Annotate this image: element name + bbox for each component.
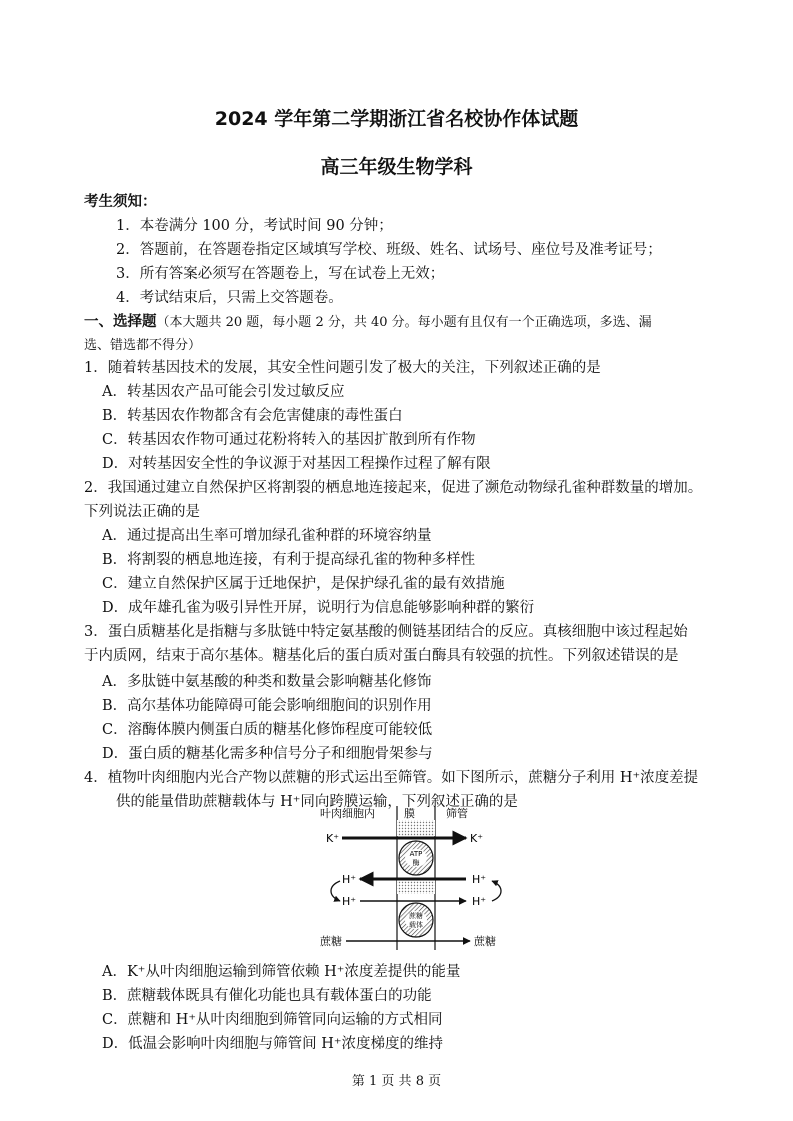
- question-stem: 2．我国通过建立自然保护区将割裂的栖息地连接起来，促进了濒危动物绿孔雀种群数量的增加。: [84, 480, 703, 496]
- question-option: D．低温会影响叶肉细胞与筛管间 H⁺浓度梯度的维持: [102, 1036, 444, 1052]
- notice-heading: 考生须知：: [84, 193, 157, 210]
- h-ion-label-left: H⁺: [342, 873, 357, 886]
- question-option: A．通过提高出生率可增加绿孔雀种群的环境容纳量: [102, 528, 432, 544]
- question-stem: 3．蛋白质糖基化是指糖与多肽链中特定氨基酸的侧链基团结合的反应。真核细胞中该过程起始: [84, 624, 688, 640]
- page-title: 2024 学年第二学期浙江省名校协作体试题: [214, 108, 579, 130]
- section-desc: （本大题共 20 题，每小题 2 分，共 40 分。每小题有且仅有一个正确选项，多选、漏: [156, 315, 652, 330]
- membrane-shade: [397, 880, 435, 894]
- notice-item: 1．本卷满分 100 分，考试时间 90 分钟；: [116, 218, 393, 234]
- section-desc-cont: 选、错选都不得分）: [84, 338, 202, 353]
- question-option: D．成年雄孔雀为吸引异性开屏，说明行为信息能够影响种群的繁衍: [102, 600, 535, 616]
- membrane-transport-figure: [320, 806, 520, 954]
- h-ion-label-left: H⁺: [342, 895, 357, 908]
- question-option: C．转基因农作物可通过花粉将转入的基因扩散到所有作物: [102, 432, 476, 448]
- atp-enzyme-label: 酶: [412, 859, 420, 867]
- atp-enzyme-label: ATP: [409, 850, 423, 858]
- question-option: B．高尔基体功能障碍可能会影响细胞间的识别作用: [102, 698, 432, 714]
- k-ion-label-left: K⁺: [326, 832, 340, 845]
- question-option: B．蔗糖载体既具有催化功能也具有载体蛋白的功能: [102, 988, 432, 1004]
- question-option: C．蔗糖和 H⁺从叶肉细胞到筛管同向运输的方式相同: [102, 1012, 443, 1028]
- h-ion-label-right: H⁺: [472, 873, 487, 886]
- notice-item: 3．所有答案必须写在答题卷上，写在试卷上无效；: [116, 266, 445, 282]
- sucrose-carrier-label: 蔗糖: [409, 912, 423, 920]
- question-option: B．将割裂的栖息地连接，有利于提高绿孔雀的物种多样性: [102, 552, 476, 568]
- question-option: D．对转基因安全性的争议源于对基因工程操作过程了解有限: [102, 456, 491, 472]
- membrane-shade: [397, 820, 435, 836]
- notice-item: 4．考试结束后，只需上交答题卷。: [116, 290, 343, 306]
- question-option: A．多肽链中氨基酸的种类和数量会影响糖基化修饰: [102, 674, 432, 690]
- question-option: D．蛋白质的糖基化需多种信号分子和细胞骨架参与: [102, 746, 433, 762]
- h-ion-label-right: H⁺: [472, 895, 487, 908]
- question-option: B．转基因农作物都含有会危害健康的毒性蛋白: [102, 408, 403, 424]
- question-stem: 4．植物叶肉细胞内光合产物以蔗糖的形式运出至筛管。如下图所示，蔗糖分子利用 H⁺浓度差提: [84, 770, 699, 786]
- h-cycle-arrow-right: [492, 881, 501, 901]
- question-option: A．转基因农产品可能会引发过敏反应: [102, 384, 345, 400]
- figure-right-label: 筛管: [446, 807, 468, 820]
- question-option: A．K⁺从叶肉细胞运输到筛管依赖 H⁺浓度差提供的能量: [102, 964, 461, 980]
- question-stem: 1．随着转基因技术的发展，其安全性问题引发了极大的关注，下列叙述正确的是: [84, 360, 601, 376]
- figure-membrane-label: 膜: [404, 807, 415, 820]
- notice-item: 2．答题前，在答题卷指定区域填写学校、班级、姓名、试场号、座位号及准考证号；: [116, 242, 662, 258]
- question-option: C．溶酶体膜内侧蛋白质的糖基化修饰程度可能较低: [102, 722, 433, 738]
- sucrose-label-right: 蔗糖: [474, 935, 496, 948]
- question-stem: 供的能量借助蔗糖载体与 H⁺同向跨膜运输，下列叙述正确的是: [116, 794, 518, 810]
- section-header: [84, 310, 652, 331]
- question-option: C．建立自然保护区属于迁地保护，是保护绿孔雀的最有效措施: [102, 576, 505, 592]
- figure-left-label: 叶肉细胞内: [320, 807, 375, 820]
- k-ion-label-right: K⁺: [470, 832, 484, 845]
- sucrose-carrier-label: 载体: [409, 921, 423, 929]
- question-stem: 下列说法正确的是: [84, 504, 200, 520]
- h-cycle-arrow-left: [331, 881, 340, 901]
- section-title: 一、选择题: [84, 313, 157, 330]
- question-stem: 于内质网，结束于高尔基体。糖基化后的蛋白质对蛋白酶具有较强的抗性。下列叙述错误的是: [84, 648, 679, 664]
- page-subtitle: 高三年级生物学科: [320, 156, 473, 178]
- page-number: 第 1 页 共 8 页: [351, 1074, 442, 1089]
- sucrose-label-left: 蔗糖: [320, 935, 342, 948]
